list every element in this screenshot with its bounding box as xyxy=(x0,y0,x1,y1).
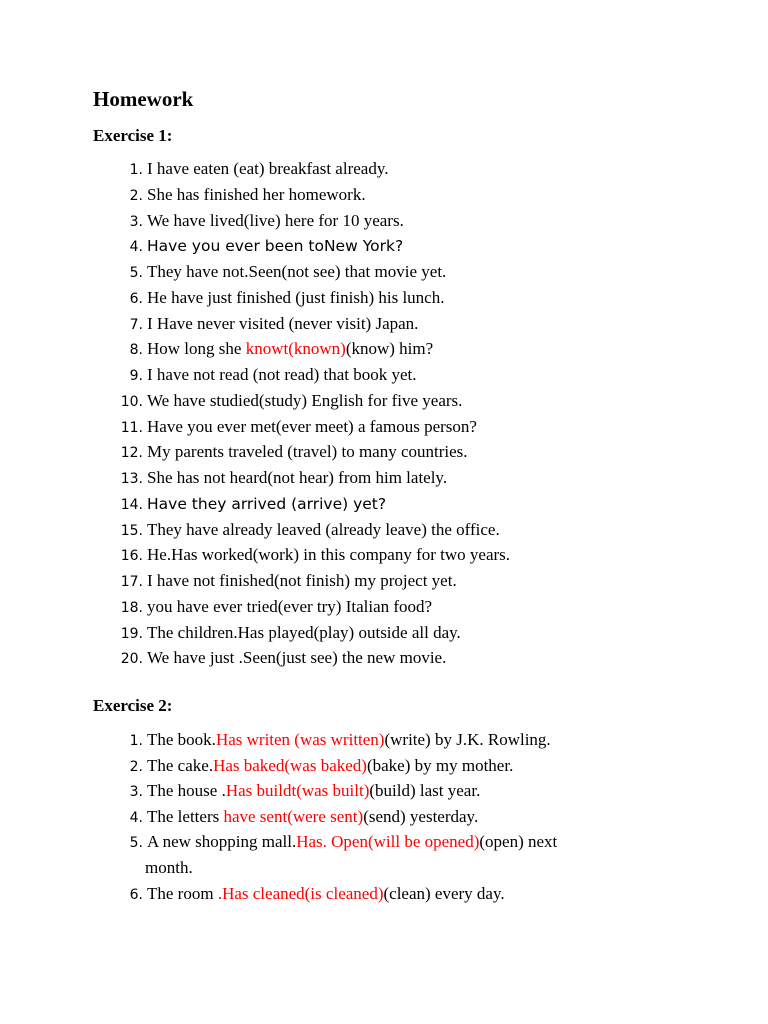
highlighted-answer: Has writen (was written) xyxy=(215,730,385,749)
sentence-text: I Have never visited (never visit) Japan. xyxy=(147,313,419,333)
list-item-number: 17. xyxy=(120,574,143,590)
list-item-number: 8. xyxy=(129,342,143,359)
sentence-text: Have you ever been toNew York? xyxy=(147,237,404,256)
highlighted-answer: Has baked(was baked) xyxy=(213,755,367,775)
sentence-text: We have lived(live) here for 10 years. xyxy=(147,210,404,230)
list-item-text xyxy=(147,622,461,644)
list-item-text xyxy=(147,729,551,751)
list-item-number: 2. xyxy=(129,187,143,204)
sentence-text: (send) yesterday. xyxy=(363,806,479,826)
sentence-text: (bake) by my mother. xyxy=(366,755,514,775)
list-item-text xyxy=(147,287,444,309)
list-item-text xyxy=(147,780,480,802)
list-item-number: 3. xyxy=(129,784,143,801)
sentence-text: Have you ever met(ever meet) a famous person? xyxy=(147,416,477,436)
list-item-number: 4. xyxy=(129,809,143,826)
list-item-number: 2. xyxy=(129,758,143,775)
sentence-text: She has not heard(not hear) from him lately. xyxy=(147,468,448,487)
sentence-text: The book. xyxy=(147,730,216,749)
highlighted-answer: have sent(were sent) xyxy=(223,806,364,826)
list-item-continuation: month. xyxy=(145,858,193,877)
sentence-text: (open) next xyxy=(479,832,558,852)
sentence-text: They have not.Seen(not see) that movie yet. xyxy=(147,262,447,281)
list-item-text xyxy=(147,883,505,905)
sentence-text: I have eaten (eat) breakfast already. xyxy=(147,159,389,178)
list-item-number: 18. xyxy=(120,599,143,616)
list-item-number: 9. xyxy=(129,368,143,384)
exercise-1-heading: Exercise 1: xyxy=(93,126,173,145)
list-item-number: 11. xyxy=(120,419,143,436)
list-item-text xyxy=(147,390,462,412)
list-item-text xyxy=(147,831,557,853)
sentence-text: We have studied(study) English for five years. xyxy=(147,390,463,410)
sentence-text: The cake. xyxy=(147,755,214,775)
list-item-text xyxy=(147,493,386,515)
sentence-text: (build) last year. xyxy=(369,781,481,801)
sentence-text: (write) by J.K. Rowling. xyxy=(384,730,551,749)
list-item-number: 6. xyxy=(129,290,143,307)
highlighted-answer: Has buildt(was built) xyxy=(225,781,370,801)
sentence-text: (clean) every day. xyxy=(383,883,505,903)
sentence-text: She has finished her homework. xyxy=(147,184,366,204)
sentence-text: A new shopping mall. xyxy=(147,832,297,852)
highlighted-answer: .Has cleaned(is cleaned) xyxy=(217,883,384,903)
sentence-text: Have they arrived (arrive) yet? xyxy=(147,494,387,513)
list-item-number: 13. xyxy=(120,471,143,487)
sentence-text: How long she xyxy=(147,339,246,359)
list-item-text xyxy=(147,261,446,283)
list-item-number: 14. xyxy=(120,496,143,513)
sentence-text: you have ever tried(ever try) Italian food? xyxy=(147,596,433,616)
list-item-text xyxy=(147,467,447,489)
sentence-text: I have not finished(not finish) my project yet. xyxy=(147,571,457,590)
page-title: Homework xyxy=(93,87,194,111)
list-item-text xyxy=(147,570,457,592)
list-item-text xyxy=(147,416,477,438)
list-item-text xyxy=(147,313,418,335)
list-item-text xyxy=(147,441,468,463)
list-item-number: 3. xyxy=(129,213,143,230)
list-item-text xyxy=(147,519,500,541)
highlighted-answer: Has. Open(will be opened) xyxy=(296,832,480,852)
list-item-text xyxy=(147,806,478,828)
list-item-text xyxy=(147,338,433,360)
highlighted-answer: knowt(known) xyxy=(245,339,346,359)
list-item-number: 5. xyxy=(129,835,143,852)
list-item-number: 6. xyxy=(129,886,143,903)
list-item-number: 4. xyxy=(129,239,143,256)
list-item-number: 5. xyxy=(129,265,143,281)
list-item-text xyxy=(147,596,432,618)
list-item-text xyxy=(147,364,417,386)
list-item-text xyxy=(147,235,403,257)
sentence-text: I have not read (not read) that book yet. xyxy=(147,365,417,384)
list-item-number: 16. xyxy=(120,548,143,565)
list-item-number: 20. xyxy=(120,651,143,668)
sentence-text: He.Has worked(work) in this company for two years. xyxy=(147,545,511,565)
list-item-number: 1. xyxy=(129,162,143,178)
list-item-number: 10. xyxy=(120,393,143,410)
sentence-text: My parents traveled (travel) to many countries. xyxy=(147,442,468,462)
sentence-text: They have already leaved (already leave) the office. xyxy=(147,519,500,539)
list-item-number: 7. xyxy=(129,316,143,333)
list-item-text xyxy=(147,210,404,232)
list-item-text xyxy=(147,755,513,777)
list-item-number: 1. xyxy=(129,733,143,749)
sentence-text: The letters xyxy=(147,806,224,826)
sentence-text: We have just .Seen(just see) the new movie. xyxy=(147,648,447,668)
sentence-text: (know) him? xyxy=(345,339,434,359)
sentence-text: The room xyxy=(147,883,218,903)
list-item-number: 19. xyxy=(120,625,143,642)
sentence-text: The house . xyxy=(147,781,226,801)
list-item-text xyxy=(147,184,366,206)
sentence-text: He have just finished (just finish) his lunch. xyxy=(147,287,445,307)
sentence-text: The children.Has played(play) outside all day. xyxy=(147,622,461,642)
list-item-number: 15. xyxy=(120,522,143,539)
list-item-text xyxy=(147,647,446,669)
exercise-2-heading: Exercise 2: xyxy=(93,696,173,715)
list-item-number: 12. xyxy=(120,445,143,462)
list-item-text xyxy=(147,544,510,566)
list-item-text xyxy=(147,158,388,180)
